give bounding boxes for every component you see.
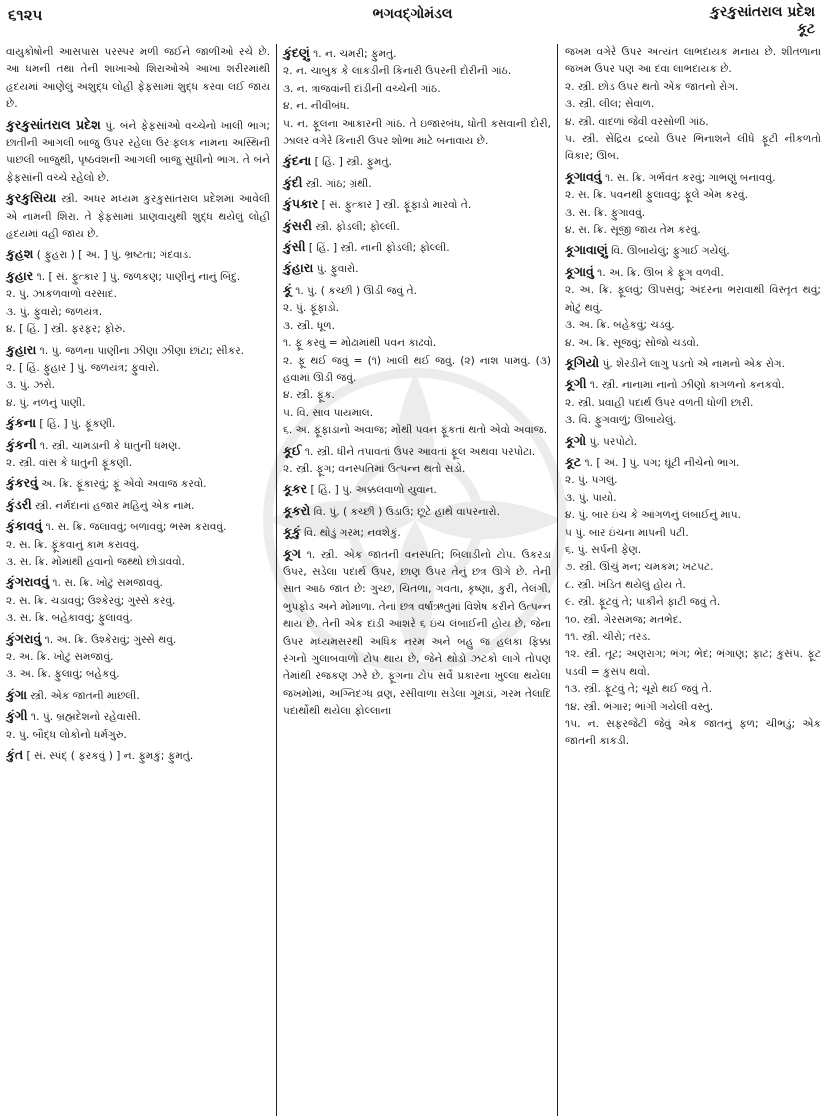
entry-headword: કૂકું — [283, 524, 301, 540]
entry-definition: ૧. સ્ત્રી. ચામડાની કે ધાતુની ધમણ. — [36, 439, 181, 452]
dictionary-entry — [283, 259, 551, 278]
entry-headword: કૂં — [283, 281, 292, 297]
column-1 — [6, 44, 276, 1116]
dictionary-entry — [6, 267, 270, 339]
entry-sense: ૫. ન. ફૂલના આકારની ગાંઠ. તે ઇજારબંધ, ધોતી કસવાની દોરી, ઝાલર વગેરે કિનારી ઉપર શોભા માટે બનાવાય છે. — [283, 117, 551, 148]
entry-definition: [ સં. ફુત્કાર ] સ્ત્રી. ફૂંફાડો મારવો તે. — [318, 199, 472, 212]
entry-headword: કુંકના — [6, 415, 37, 431]
entry-headword: કુંગરાવવું — [6, 574, 50, 590]
entry-headword: કૂગી — [565, 376, 587, 392]
dictionary-entry — [283, 442, 551, 479]
entry-headword: કુંકરવું — [6, 475, 38, 491]
entry-headword: કુહાર — [6, 267, 34, 283]
page-number: ૬૧૨૫ — [8, 6, 43, 24]
entry-definition: ૧. અ. ક્રિ. ઉશ્કેરાવું; ગુસ્સે થવું. — [41, 633, 177, 646]
dictionary-entry — [6, 517, 270, 571]
entry-headword: કુંહારા — [283, 260, 314, 276]
entry-headword: કુંદના — [283, 153, 312, 169]
entry-definition: ૧. સ. ક્રિ. જલાવવું; બળાવવું; ભસ્મ કરાવવું. — [42, 521, 227, 534]
entry-sense: ૨. સ. ક્રિ. ફૂંકવાનું કામ કરાવવું. — [6, 538, 140, 551]
entry-definition: ૧. સ. ક્રિ. ખોટું સમજાવવું. — [49, 577, 163, 590]
dictionary-entry — [6, 414, 270, 433]
entry-definition: ૧. [ અં. ] પું. પગ; ઘૂંટી નીચેનો ભાગ. — [581, 456, 740, 469]
dictionary-entry — [565, 168, 821, 240]
dictionary-entry — [283, 480, 551, 499]
dictionary-entry — [6, 341, 270, 413]
column-2 — [276, 44, 558, 1116]
entry-headword: કુંડરી — [6, 496, 32, 512]
entry-headword: કુંસરી — [283, 217, 312, 233]
entry-sense: ૩. સ. ક્રિ. ફુગાવવું. — [565, 206, 646, 219]
entry-sense: ૨. સ્ત્રી. ફૂગ; વનસ્પતિમાં ઉત્પન્ન થતો સડો. — [283, 462, 466, 475]
entry-definition: [ સં. સ્પંદ્ ( ફરકવું ) ] ન. ફુમકું; ફુમતું. — [23, 750, 194, 763]
entry-headword: કુંકની — [6, 436, 37, 452]
entry-sense: ૧૪. સ્ત્રી. ભંગાર; ભાંગી ગયેલી વસ્તુ. — [565, 700, 714, 713]
entry-sense: ૭. સ્ત્રી. ઊંચું મન; ચમકમ; ખટપટ. — [565, 561, 714, 574]
entry-sense: ૪. સ્ત્રી. વાદળાં જેવી વરસોળી ગાંઠ. — [565, 115, 709, 128]
entry-headword: કૂગો — [565, 432, 587, 448]
dictionary-entry — [6, 573, 270, 627]
entry-headword: કુંત — [6, 747, 24, 763]
dictionary-entry — [6, 686, 270, 705]
dictionary-entry — [6, 707, 270, 744]
dictionary-entry — [6, 630, 270, 684]
entry-headword: કૂગ — [283, 545, 301, 561]
dictionary-entry — [283, 545, 551, 721]
entry-sense: ૨. પું. ફૂંફાડો. — [283, 302, 340, 315]
entry-definition: અ. ક્રિ. ફૂંકારવું; ફૂં એવો અવાજ કરવો. — [37, 478, 207, 491]
entry-sense: ૨. [ હિં. ફુહાર ] પું. જળયંત્ર; ફુવારો. — [6, 361, 160, 374]
entry-definition: સ્ત્રી. એક જાતની માછલી. — [27, 689, 140, 702]
column-3 — [558, 44, 821, 1116]
entry-definition: વિ. થોડું ગરમ; નવશેકું. — [300, 527, 401, 540]
entry-headword: કુંસી — [283, 239, 306, 255]
book-title: ભગવદ્ગોમંડલ — [372, 6, 453, 22]
entry-sense: ૨. સ. ક્રિ. ચડાવવું; ઉશ્કેરવું; ગુસ્સે કરવું. — [6, 594, 176, 607]
entry-definition: ૧. ન. ચમરી; ફુમતું. — [309, 48, 397, 60]
entry-definition: ૧. સ્ત્રી. એક જાતની વનસ્પતિ; બિલાડીનો ટોપ. ઉકરડા ઉપર, સડેલા પદાર્થ ઉપર, છાણ ઉપર તેનું છત્ર ઊગે છે. તેની સાત આઠ જાત છે: ગુચ્છ, ચિતળા, ગવતા, કૃષ્ણા, કુરી, તેલંગી, ભુપફોડ અને મોમાળા. તેનાં છત્ર વર્ષાઋતુમાં વિશેષ કરીને ઉત્પન્ન થાય છે. તેની એક દાંડી આશરે ૬ ઇંચ લંબાઈની હોય છે, જેના ઉપર મધ્યમસરથી અધિક નરમ અને બહુ જ હલકા ફિક્કા રંગનો ગુલાબવાળો ટોપ થાય છે, જેને થોડો ઝટકો લાગે તોપણ તેમાંથી રજકણ ઝરે છે. ફૂગના ટોપ સર્વે પ્રકારના ખુલ્લા થયેલા જખમોમાં, અગ્નિદગ્ધ વ્રણ, રસીવાળા સડેલા ગૂમડાં, ગરમ તેલાદિ પદાર્થોથી થયેલા ફોલ્લાના — [283, 548, 551, 718]
entry-definition: ૧. [ સં. ફુત્કાર ] પું. જળકણ; પાણીનું નાનું બિંદુ. — [33, 270, 241, 283]
dictionary-entry — [565, 263, 821, 352]
entry-headword: કૂટ — [565, 453, 582, 469]
entry-headword: કુંગરાવું — [6, 630, 42, 646]
entry-definition: [ હિં. ] પું. ફૂંકણી. — [36, 418, 116, 431]
entry-sense: ૨. પું. બૌદ્ધ લોકોનો ધર્મગુરુ. — [6, 728, 127, 741]
dictionary-entry — [283, 502, 551, 521]
entry-definition: વાયુકોષોની આસપાસ પરસ્પર મળી જઈને જાળીઓ રચે છે. આ ધમની તથા તેની શાખાઓ શિરાઓએ આખા શરીરમાંથી હૃદયમાં આણેલું અશુદ્ધ લોહી ફેફસામાં શુદ્ધ કરવા લઈ જાય છે. — [6, 46, 270, 111]
entry-sense: ૨. સ્ત્રી. છોડ ઉપર થતો એક જાતનો રોગ. — [565, 80, 739, 93]
dictionary-columns — [6, 44, 821, 1116]
entry-definition: પું. શેરડીને લાગુ પડતો એ નામનો એક રોગ. — [599, 357, 785, 370]
entry-headword: કુંપકાર — [283, 196, 319, 212]
entry-sense: ૫ પું. બાર ઇંચના માપની પટી. — [565, 526, 689, 539]
entry-sense: ૪. સ. ક્રિ. સૂજી જાય તેમ કરવું. — [565, 224, 701, 237]
entry-sense: ૩. સ. ક્રિ. બહેકાવવું; ફુલાવવું. — [6, 612, 133, 625]
entry-definition: ૧. અ. ક્રિ. ઊબ કે ફૂગ વળવી. — [593, 266, 724, 279]
entry-definition: [ હિં. ] સ્ત્રી. નાની ફોડલી; ફોલ્લી. — [305, 242, 450, 255]
entry-sense: ૩. વિ. ફુગવાળું; ઊબાયેલું. — [565, 414, 677, 427]
entry-definition: પું. પરપોટો. — [586, 435, 638, 448]
entry-sense: ૩. અ. ક્રિ. બહેકવું; ચડવું. — [565, 319, 675, 332]
entry-sense: ૩. અ. ક્રિ. ફુલાવું; બહેકવું. — [6, 668, 120, 681]
entry-headword: કૂકર — [283, 481, 308, 497]
entry-definition: ૧. સ્ત્રી. ધીને તપાવતાં ઉપર આવતાં ફૂલ અથવા પરપોટા. — [301, 445, 536, 458]
entry-definition: [ હિં. ] પું. અક્કલવાળો યુવાન. — [307, 484, 437, 497]
entry-sense: ૬. અ. ફૂંફાડાનો અવાજ; મોંથી પવન ફૂંકતાં થતો એવો અવાજ. — [283, 424, 548, 437]
entry-headword: કુંકાવવું — [6, 518, 43, 534]
entry-sense: ૨. અ. ક્રિ. ખોટું સમજાવું. — [6, 651, 114, 663]
entry-headword: કુંદણું — [283, 45, 310, 60]
dictionary-entry — [6, 245, 270, 264]
dictionary-entry — [283, 217, 551, 236]
dictionary-entry — [283, 195, 551, 214]
dictionary-entry — [283, 238, 551, 257]
entry-definition: સ્ત્રી. ગાંઠ; ગ્રંથી. — [302, 177, 372, 190]
entry-definition: [ હિં. ] સ્ત્રી. ફુમતું. — [311, 156, 392, 169]
entry-headword: કૂઈ — [283, 442, 302, 458]
entry-sense: ૪. પું. બાર ઇંચ કે આંગળનું લંબાઈનું માપ. — [565, 509, 741, 522]
entry-sense: ૨. પું. પગલું. — [565, 474, 618, 487]
dictionary-entry — [565, 432, 821, 451]
entry-definition: ૧. પું. ( કચ્છી ) ઊડી જવું તે. — [291, 284, 418, 297]
guide-words — [710, 4, 815, 38]
entry-sense: ૬. પું. સર્પની ફેણ. — [565, 543, 642, 556]
dictionary-entry — [6, 116, 270, 188]
entry-sense: ૪. ન. નીવીબંધ. — [283, 100, 350, 113]
entry-definition: સ્ત્રી. અધર મધ્યમ કુરકુસાંતરાલ પ્રદેશમાં આવેલી એ નામની શિરા. તે ફેફસામાં પ્રાણવાયુથી શુદ્ધ થયેલું લોહી હૃદયમાં વહી જાય છે. — [6, 193, 270, 241]
dictionary-entry — [6, 189, 270, 243]
entry-sense: ૩. પું. પાયો. — [565, 491, 617, 504]
entry-headword: કુહારા — [6, 341, 37, 357]
entry-headword: કૂગિયો — [565, 354, 600, 370]
dictionary-entry — [565, 354, 821, 373]
dictionary-entry — [6, 436, 270, 473]
entry-headword: કુંદી — [283, 174, 303, 190]
page-header — [0, 0, 825, 44]
dictionary-entry — [6, 746, 270, 765]
entry-sense: ૧૦. સ્ત્રી. ગેરસમજ; મતભેદ. — [565, 613, 682, 626]
guide-word-first: કુરકુસાંતરાલ પ્રદેશ — [710, 4, 815, 20]
entry-headword: કુંગી — [6, 708, 28, 724]
dictionary-entry — [6, 474, 270, 493]
entry-sense: ૨. અ. ક્રિ. ફૂલવું; ઊપસવું; અંદરના ભરાવાથી વિસ્તૃત થવું; મોટું થવું. — [565, 284, 821, 314]
entry-sense: ૩. સ. ક્રિ. મોંમાંથી હવાનો જથ્થો છોડાવવો. — [6, 555, 185, 568]
entry-definition: સ્ત્રી. નર્મદાનાં હજાર મહિનું એક નામ. — [31, 499, 195, 512]
dictionary-entry — [565, 44, 821, 166]
dictionary-entry — [6, 496, 270, 515]
dictionary-entry — [283, 44, 551, 150]
entry-sense: ૩. ન. ત્રાજવાંની દાંડીની વચ્ચેની ગાંઠ. — [283, 82, 441, 95]
entry-definition: પું. ફુવારો. — [313, 263, 359, 276]
entry-definition: વિ. પું. ( કચ્છી ) ઉડાઉ; છૂટે હાથે વાપરનારો. — [310, 505, 500, 518]
dictionary-entry — [565, 375, 821, 429]
entry-definition: સ્ત્રી. ફોડલી; ફોલ્લી. — [312, 220, 400, 233]
entry-sense: ૨. ફૂ થઈ જવું = (૧) ખાલી થઈ જવું. (૨) નાશ પામવું. (૩) હવામાં ઊડી જવું. — [283, 354, 551, 384]
entry-sense: ૪. [ હિં. ] સ્ત્રી. ફરફર; ફોરું. — [6, 323, 126, 336]
entry-headword: કુરકુસાંતરાલ પ્રદેશ — [6, 116, 101, 132]
entry-definition: પું. બંને ફેફસાંઓ વચ્ચેનો ખાલી ભાગ; છાતીની આગલી બાજુ ઉપર રહેલા ઉરઃફલક નામના અસ્થિની પાછલી બાજુથી, પૃષ્ઠવંશની આગલી બાજુ સુધીનો ભાગ. તે બંને ફેફસાંની વચ્ચે રહેલો છે. — [6, 119, 271, 184]
dictionary-entry — [565, 241, 821, 260]
entry-sense: ૨. ન. ચાબુક કે લાકડીની કિનારી ઉપરની દોરીની ગાંઠ. — [283, 65, 512, 78]
entry-sense: ૨. સ્ત્રી. પ્રવાહી પદાર્થ ઉપર વળતી ધોળી છારી. — [565, 396, 754, 409]
dictionary-entry — [6, 44, 270, 114]
entry-sense: ૧૨. સ્ત્રી. તૂટ; અણરાગ; ભંગ; ભેદ; ભંગાણ; ફાટ; કુસંપ. ફૂટ પડવી = કુસંપ થવો. — [565, 648, 821, 678]
entry-sense: ૯. સ્ત્રી. ફૂટવું તે; પાકીને ફાટી જવું તે. — [565, 596, 721, 609]
entry-headword: કુંગા — [6, 686, 28, 702]
entry-sense: ૫. સ્ત્રી. સેંદ્રિય દ્રવ્યો ઉપર ભિનાશને લીધે ફૂટી નીકળતો વિકાર; ઊબ. — [565, 133, 821, 163]
dictionary-entry — [283, 281, 551, 440]
entry-headword: કુરકુસિયા — [6, 190, 57, 206]
entry-headword: કૂકરો — [283, 502, 311, 518]
entry-sense: ૨. સ. ક્રિ. પવનથી ફુલાવવું; ફૂલે એમ કરવું. — [565, 189, 748, 202]
guide-word-last: કૂટ — [796, 21, 815, 37]
entry-headword: કૂગાવું — [565, 263, 594, 279]
entry-sense: ૩. પું. ફુવારો; જળયંત્ર. — [6, 305, 103, 318]
entry-definition: જખમ વગેરે ઉપર અત્યંત લાભદાયક મનાય છે. શીતળાના જખમ ઉપર પણ આ દવા લાભદાયક છે. — [565, 46, 821, 76]
entry-headword: કૂગાવવું — [565, 168, 602, 184]
entry-definition: ૧. પું. બ્રહ્મદેશનો રહેવાસી. — [27, 711, 141, 724]
entry-sense: ૪. પું. નળનું પાણી. — [6, 396, 86, 409]
entry-headword: કુહશ — [6, 246, 34, 262]
entry-sense: ૨. પું. ઝાકળવાળો વરસાદ. — [6, 288, 118, 301]
entry-sense: ૩. સ્ત્રી. લીલ; સેવાળ. — [565, 98, 655, 111]
entry-sense: ૪. અ. ક્રિ. સૂજવું; સોજો ચડવો. — [565, 336, 700, 349]
entry-sense: ૫. વિ. સાવ પાયમાલ. — [283, 406, 374, 419]
entry-sense: ૧. ફૂ કરવું = મોઢામાંથી પવન કાઢવો. — [283, 337, 437, 350]
entry-definition: વિ. ઊબાયેલું; ફુગાઈ ગયેલું. — [607, 245, 730, 258]
dictionary-entry — [283, 152, 551, 171]
entry-sense: ૨. સ્ત્રી. વાંસ કે ધાતુની ફૂંકણી. — [6, 456, 133, 469]
entry-sense: ૩. પું. ઝરો. — [6, 379, 55, 392]
entry-sense: ૧૩. સ્ત્રી. ફૂટવું તે; ચૂરો થઈ જવું તે. — [565, 683, 712, 696]
entry-definition: ૧. પું. જળના પાણીના ઝીણા ઝીણા છાંટા; સીકર. — [36, 344, 245, 357]
dictionary-entry — [283, 523, 551, 542]
entry-definition: ૧. સ્ત્રી. નાનામાં નાનો ઝીણો કાગળનો કનકવો. — [586, 379, 785, 392]
entry-sense: ૩. સ્ત્રી. ધૂળ. — [283, 319, 335, 332]
dictionary-entry — [565, 453, 821, 751]
entry-definition: ૧. સ. ક્રિ. ગર્ભવંત કરવું; ગાભણું બનાવવું. — [601, 171, 776, 184]
entry-sense: ૮. સ્ત્રી. ખંડિત થયેલું હોય તે. — [565, 578, 686, 591]
entry-sense: ૧૧. સ્ત્રી. ચીરો; તરડ. — [565, 631, 651, 643]
entry-definition: ( ફુહરા ) [ અ. ] પું. ભ્રષ્ટતા; ગંદવાડ. — [33, 249, 192, 262]
dictionary-entry — [283, 174, 551, 193]
entry-sense: ૪. સ્ત્રી. ફૂંક. — [283, 389, 335, 402]
entry-headword: કૂગાવાણું — [565, 242, 608, 258]
entry-sense: ૧૫. ન. સફરજેટી જેવું એક જાતનું ફળ; ચીભડું; એક જાતની કાકડી. — [565, 718, 821, 748]
